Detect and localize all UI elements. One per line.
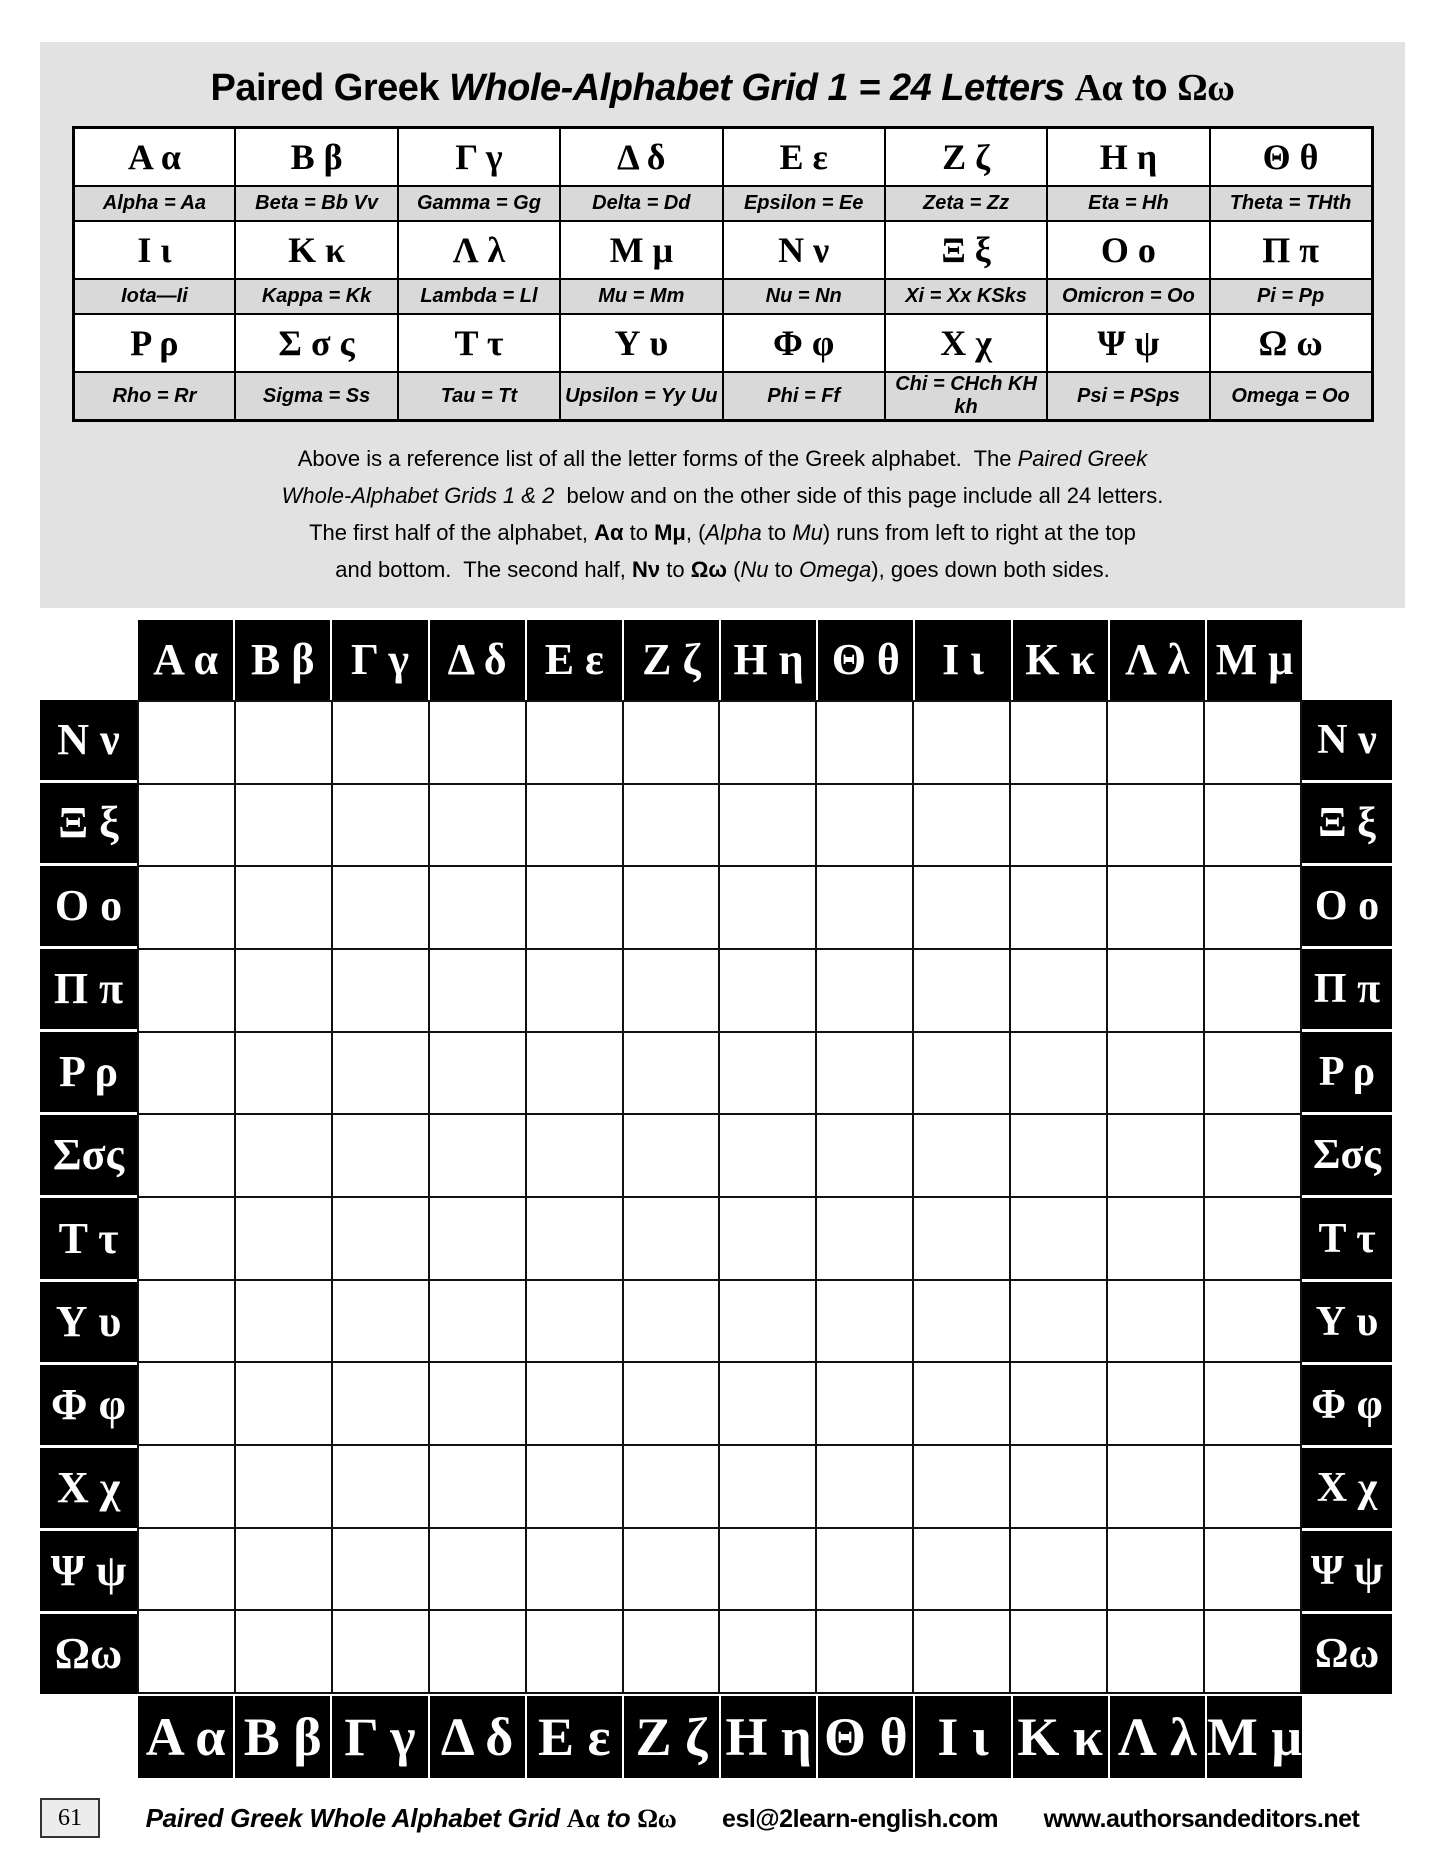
ref-name-cell: Pi = Pp [1210,279,1372,314]
paragraph-segment: Nu [740,557,769,582]
grid-cell [914,1115,1009,1196]
grid-cell [527,1281,622,1362]
grid-cell [914,1033,1009,1114]
grid-cell [1108,867,1203,948]
grid-side-label: Υ υ [40,1282,137,1362]
grid-cell [914,867,1009,948]
grid-side-label: Ωω [40,1614,137,1694]
grid-header-cell: Γ γ [332,1696,427,1778]
ref-letter-cell: Ν ν [723,221,885,279]
footer-email: esl@2learn-english.com [722,1804,999,1833]
grid-cell [139,867,234,948]
footer-title-text: Paired Greek Whole Alphabet Grid [145,1802,560,1833]
grid-cell [1108,1198,1203,1279]
grid-cell [914,785,1009,866]
grid-header-cell: Β β [235,1696,330,1778]
paragraph-segment: Above is a reference list of all the letter forms of the Greek alphabet. The [297,446,1018,471]
grid-cell [914,950,1009,1031]
grid-cell [1011,1281,1106,1362]
grid-side-label: Φ φ [40,1365,137,1445]
ref-letter-cell: Β β [235,128,397,187]
grid-cell [1205,785,1300,866]
paragraph-segment: Paired Greek [1017,446,1148,471]
ref-letter-cell: Μ μ [560,221,722,279]
ref-letter-cell: Ρ ρ [73,314,235,372]
grid-cell [527,1363,622,1444]
grid-cell [720,1033,815,1114]
grid-cell [817,1446,912,1527]
grid-cell [527,1529,622,1610]
grid-cell [1205,1115,1300,1196]
grid-cell [914,1529,1009,1610]
grid-cell [1108,950,1203,1031]
grid-cell [817,1115,912,1196]
grid-cell [139,1446,234,1527]
grid-header-cell: Θ θ [818,620,913,700]
grid-cell [914,702,1009,783]
grid-cell [914,1611,1009,1692]
ref-name-cell: Upsilon = Yy Uu [560,372,722,421]
ref-letter-cell: Θ θ [1210,128,1372,187]
grid-cell [333,1033,428,1114]
grid-cell [720,1115,815,1196]
page-title [40,42,1405,110]
grid-header-cell: Α α [138,620,233,700]
grid-cell [1108,1115,1203,1196]
grid-cell [236,867,331,948]
ref-name-cell: Kappa = Kk [235,279,397,314]
ref-name-cell: Omega = Oo [1210,372,1372,421]
grid-header-cell: Η η [721,1696,816,1778]
footer [40,1798,1405,1838]
grid-header-cell: Μ μ [1207,620,1302,700]
grid-bottom-header [138,1696,1302,1778]
ref-name-cell: Nu = Nn [723,279,885,314]
ref-letter-cell: Ι ι [73,221,235,279]
paragraph-line [40,440,1405,477]
grid-cell [236,1611,331,1692]
page-title-to: to [1132,67,1168,109]
grid-cell [624,785,719,866]
ref-letter-cell: Α α [73,128,235,187]
grid-cell [236,1363,331,1444]
grid-cell [817,1198,912,1279]
grid-header-cell: Ι ι [915,620,1010,700]
grid-cell [1108,1611,1203,1692]
grid-cell [914,1363,1009,1444]
grid-cell [817,1363,912,1444]
grid-header-cell: Α α [138,1696,233,1778]
footer-to: to [606,1802,631,1833]
ref-letter-cell: Ω ω [1210,314,1372,372]
grid-cell [527,1033,622,1114]
ref-name-row [73,186,1372,221]
paragraph-segment: and bottom. The second half, [335,557,633,582]
grid-cell [527,702,622,783]
grid-header-cell: Θ θ [818,1696,913,1778]
grid-cell [817,702,912,783]
ref-letter-cell: Ε ε [723,128,885,187]
grid-side-label: Ν ν [1302,700,1392,780]
ref-name-cell: Mu = Mm [560,279,722,314]
grid-cell [236,1198,331,1279]
grid-cell [1205,1033,1300,1114]
grid-cell [139,950,234,1031]
footer-text [100,1803,1405,1834]
grid-cell [624,1611,719,1692]
footer-title [146,1803,677,1834]
grid-cell [333,950,428,1031]
grid-cell [1205,1529,1300,1610]
grid-cell [139,1281,234,1362]
grid-cell [430,1363,525,1444]
page-title-part2: Whole-Alphabet Grid 1 = 24 Letters [449,67,1065,109]
ref-letter-cell: Κ κ [235,221,397,279]
grid-cell [527,1611,622,1692]
grid-cell [333,867,428,948]
header-panel [40,42,1405,608]
grid-side-label: Ρ ρ [1302,1032,1392,1112]
grid-header-cell: Ζ ζ [624,1696,719,1778]
reference-table [72,126,1374,422]
footer-greek-first: Αα [566,1803,600,1833]
page-title-greek-last: Ωω [1177,67,1235,109]
ref-letter-cell: Λ λ [398,221,560,279]
grid-cell [1205,1198,1300,1279]
paragraph-line [40,514,1405,551]
grid-cell [527,867,622,948]
ref-name-cell: Zeta = Zz [885,186,1047,221]
grid-cell [817,1611,912,1692]
grid-cell [720,1529,815,1610]
grid-cell [914,1446,1009,1527]
ref-name-cell: Theta = THth [1210,186,1372,221]
grid-cell [139,1033,234,1114]
grid-header-cell: Λ λ [1110,1696,1205,1778]
grid-cell [624,1281,719,1362]
grid-header-cell: Λ λ [1110,620,1205,700]
grid-cell [1108,785,1203,866]
grid-side-label: Ο ο [1302,866,1392,946]
grid-cell [817,1281,912,1362]
grid-cell [139,702,234,783]
ref-letter-cell: Ξ ξ [885,221,1047,279]
ref-letter-cell: Ο ο [1047,221,1209,279]
ref-letter-cell: Δ δ [560,128,722,187]
grid-top-header [138,620,1302,700]
grid-cell [333,1611,428,1692]
grid-cell [1205,702,1300,783]
intro-paragraph [40,440,1405,588]
grid-cell [1011,1446,1106,1527]
grid-cell [333,1363,428,1444]
grid-cell [527,785,622,866]
grid-cell [1205,1363,1300,1444]
grid-header-cell: Κ κ [1013,1696,1108,1778]
grid-cell [624,867,719,948]
grid-side-label: Τ τ [40,1198,137,1278]
grid-cell [139,1529,234,1610]
ref-letter-cell: Υ υ [560,314,722,372]
grid-header-cell: Β β [235,620,330,700]
ref-name-cell: Delta = Dd [560,186,722,221]
grid-cell [624,950,719,1031]
grid-cell [720,785,815,866]
grid-cell [624,1446,719,1527]
paragraph-segment: to [768,557,800,582]
grid-cell [1205,867,1300,948]
grid-cell [430,950,525,1031]
grid-cell [430,1115,525,1196]
ref-name-row [73,279,1372,314]
ref-letter-row [73,221,1372,279]
grid-cell [720,1363,815,1444]
ref-name-cell: Beta = Bb Vv [235,186,397,221]
grid-header-cell: Γ γ [332,620,427,700]
grid-cell [430,867,525,948]
grid-cell [236,1281,331,1362]
paragraph-segment: Omega [799,557,872,582]
grid-cell [333,1529,428,1610]
ref-letter-cell: Χ χ [885,314,1047,372]
ref-name-row [73,372,1372,421]
footer-website: www.authorsandeditors.net [1043,1804,1360,1833]
grid-side-label: Ωω [1302,1614,1392,1694]
ref-name-cell: Tau = Tt [398,372,560,421]
grid-cell [236,785,331,866]
grid-cell [817,950,912,1031]
grid-cell [236,950,331,1031]
paragraph-segment: Alpha [705,520,762,545]
grid-cell [333,1281,428,1362]
grid-cell [430,702,525,783]
grid-side-label: Υ υ [1302,1282,1392,1362]
grid-cell [817,1033,912,1114]
grid-cell [430,1281,525,1362]
grid-side-label: Σσς [40,1115,137,1195]
grid-header-cell: Η η [721,620,816,700]
paragraph-line [40,551,1405,588]
grid-header-cell: Δ δ [430,620,525,700]
grid-right-labels [1302,700,1392,1694]
grid-cell [1011,1115,1106,1196]
footer-greek-last: Ωω [637,1803,677,1833]
paragraph-segment: to [761,520,793,545]
grid-cell [1205,1446,1300,1527]
grid-side-label: Ψ ψ [1302,1531,1392,1611]
grid-cell [1011,702,1106,783]
grid-cell [720,867,815,948]
grid-cell [333,785,428,866]
grid-cell [914,1281,1009,1362]
grid-left-labels [40,700,137,1694]
grid-cell [720,950,815,1031]
grid-cell [1205,1281,1300,1362]
grid-cell [720,1281,815,1362]
ref-name-cell: Epsilon = Ee [723,186,885,221]
grid-cell [1011,1611,1106,1692]
grid-cell [236,1446,331,1527]
grid-cell [1011,1529,1106,1610]
grid-cell [720,1198,815,1279]
ref-letter-cell: Π π [1210,221,1372,279]
grid-cell [1108,1363,1203,1444]
grid-cell [914,1198,1009,1279]
grid-header-cell: Κ κ [1013,620,1108,700]
grid-header-cell: Ζ ζ [624,620,719,700]
grid-cell [139,1611,234,1692]
grid-side-label: Π π [1302,949,1392,1029]
ref-name-cell: Omicron = Oo [1047,279,1209,314]
grid-cell [1108,1529,1203,1610]
grid-cell [430,1529,525,1610]
ref-name-cell: Phi = Ff [723,372,885,421]
grid-cell [624,702,719,783]
grid-cell [1011,867,1106,948]
grid-cell [817,785,912,866]
grid-side-label: Ν ν [40,700,137,780]
grid-header-cell: Ε ε [527,620,622,700]
grid-cell [527,950,622,1031]
ref-name-cell: Chi = CHch KH kh [885,372,1047,421]
ref-letter-cell: Η η [1047,128,1209,187]
grid-side-label: Χ χ [1302,1448,1392,1528]
grid-cell [624,1363,719,1444]
grid-cell [1205,1611,1300,1692]
grid-cell [236,1529,331,1610]
grid-side-label: Τ τ [1302,1198,1392,1278]
grid-cell [236,1033,331,1114]
grid-side-label: Ψ ψ [40,1531,137,1611]
grid-cell [624,1115,719,1196]
paragraph-segment: Μμ [654,520,686,545]
grid-side-label: Χ χ [40,1448,137,1528]
grid-cell [430,1611,525,1692]
ref-letter-row [73,128,1372,187]
grid-header-cell: Μ μ [1207,1696,1302,1778]
paragraph-segment: to [660,557,691,582]
grid-cell [1011,1033,1106,1114]
paragraph-segment: ) runs from left to right at the top [822,520,1136,545]
grid-cell [139,1115,234,1196]
grid-cell [333,1198,428,1279]
ref-name-cell: Iota—Ii [73,279,235,314]
grid-cell [1011,950,1106,1031]
ref-name-cell: Alpha = Aa [73,186,235,221]
grid-cell [430,785,525,866]
ref-letter-cell: Ψ ψ [1047,314,1209,372]
grid-cell [333,702,428,783]
grid-side-label: Ο ο [40,866,137,946]
paragraph-segment: Mu [792,520,823,545]
grid-cell [624,1198,719,1279]
ref-name-cell: Psi = PSps [1047,372,1209,421]
ref-letter-cell: Γ γ [398,128,560,187]
grid-cell [527,1198,622,1279]
paragraph-segment: The first half of the alphabet, [309,520,595,545]
grid-cell [333,1115,428,1196]
paragraph-segment: ( [726,557,741,582]
ref-letter-cell: Φ φ [723,314,885,372]
grid-cell [430,1033,525,1114]
grid-cell [817,1529,912,1610]
paragraph-segment: Αα [594,520,624,545]
grid-side-label: Π π [40,949,137,1029]
grid-header-cell: Δ δ [430,1696,525,1778]
grid-cell [1108,1281,1203,1362]
grid-cell [139,1198,234,1279]
paragraph-segment: ), goes down both sides. [871,557,1110,582]
grid-cell [527,1446,622,1527]
ref-name-cell: Lambda = Ll [398,279,560,314]
paragraph-segment: to [623,520,655,545]
grid-cell [720,702,815,783]
ref-name-cell: Gamma = Gg [398,186,560,221]
page-number: 61 [40,1798,100,1838]
paragraph-line [40,477,1405,514]
grid-cell [1108,1033,1203,1114]
grid-cell [720,1611,815,1692]
grid-cell [1108,1446,1203,1527]
ref-letter-row [73,314,1372,372]
paragraph-segment: , ( [685,520,706,545]
grid-header-cell: Ε ε [527,1696,622,1778]
page-title-part1: Paired Greek [210,67,440,109]
ref-name-cell: Eta = Hh [1047,186,1209,221]
paragraph-segment: Ωω [690,557,727,582]
grid-cell [624,1529,719,1610]
grid-cell [430,1198,525,1279]
grid-cell [236,702,331,783]
paragraph-segment: Νν [632,557,661,582]
paragraph-segment: Whole-Alphabet Grids 1 & 2 [281,483,555,508]
grid-cell [1011,785,1106,866]
ref-letter-cell: Τ τ [398,314,560,372]
paragraph-segment: below and on the other side of this page include all 24 letters. [554,483,1164,508]
grid-side-label: Σσς [1302,1115,1392,1195]
grid-side-label: Ξ ξ [1302,783,1392,863]
grid-cell [236,1115,331,1196]
ref-name-cell: Rho = Rr [73,372,235,421]
page-title-greek-first: Αα [1074,67,1123,109]
grid-cell [720,1446,815,1527]
grid-cell [1011,1363,1106,1444]
ref-letter-cell: Ζ ζ [885,128,1047,187]
grid-interior [137,700,1302,1694]
grid-side-label: Ρ ρ [40,1032,137,1112]
grid-cell [430,1446,525,1527]
grid-cell [333,1446,428,1527]
grid-cell [1205,950,1300,1031]
grid-side-label: Ξ ξ [40,783,137,863]
grid-cell [139,785,234,866]
ref-name-cell: Sigma = Ss [235,372,397,421]
grid-cell [817,867,912,948]
grid-cell [1108,702,1203,783]
grid-header-cell: Ι ι [915,1696,1010,1778]
grid-cell [527,1115,622,1196]
grid-cell [624,1033,719,1114]
grid-cell [139,1363,234,1444]
grid-cell [1011,1198,1106,1279]
ref-letter-cell: Σ σ ς [235,314,397,372]
grid-side-label: Φ φ [1302,1365,1392,1445]
ref-name-cell: Xi = Xx KSks [885,279,1047,314]
